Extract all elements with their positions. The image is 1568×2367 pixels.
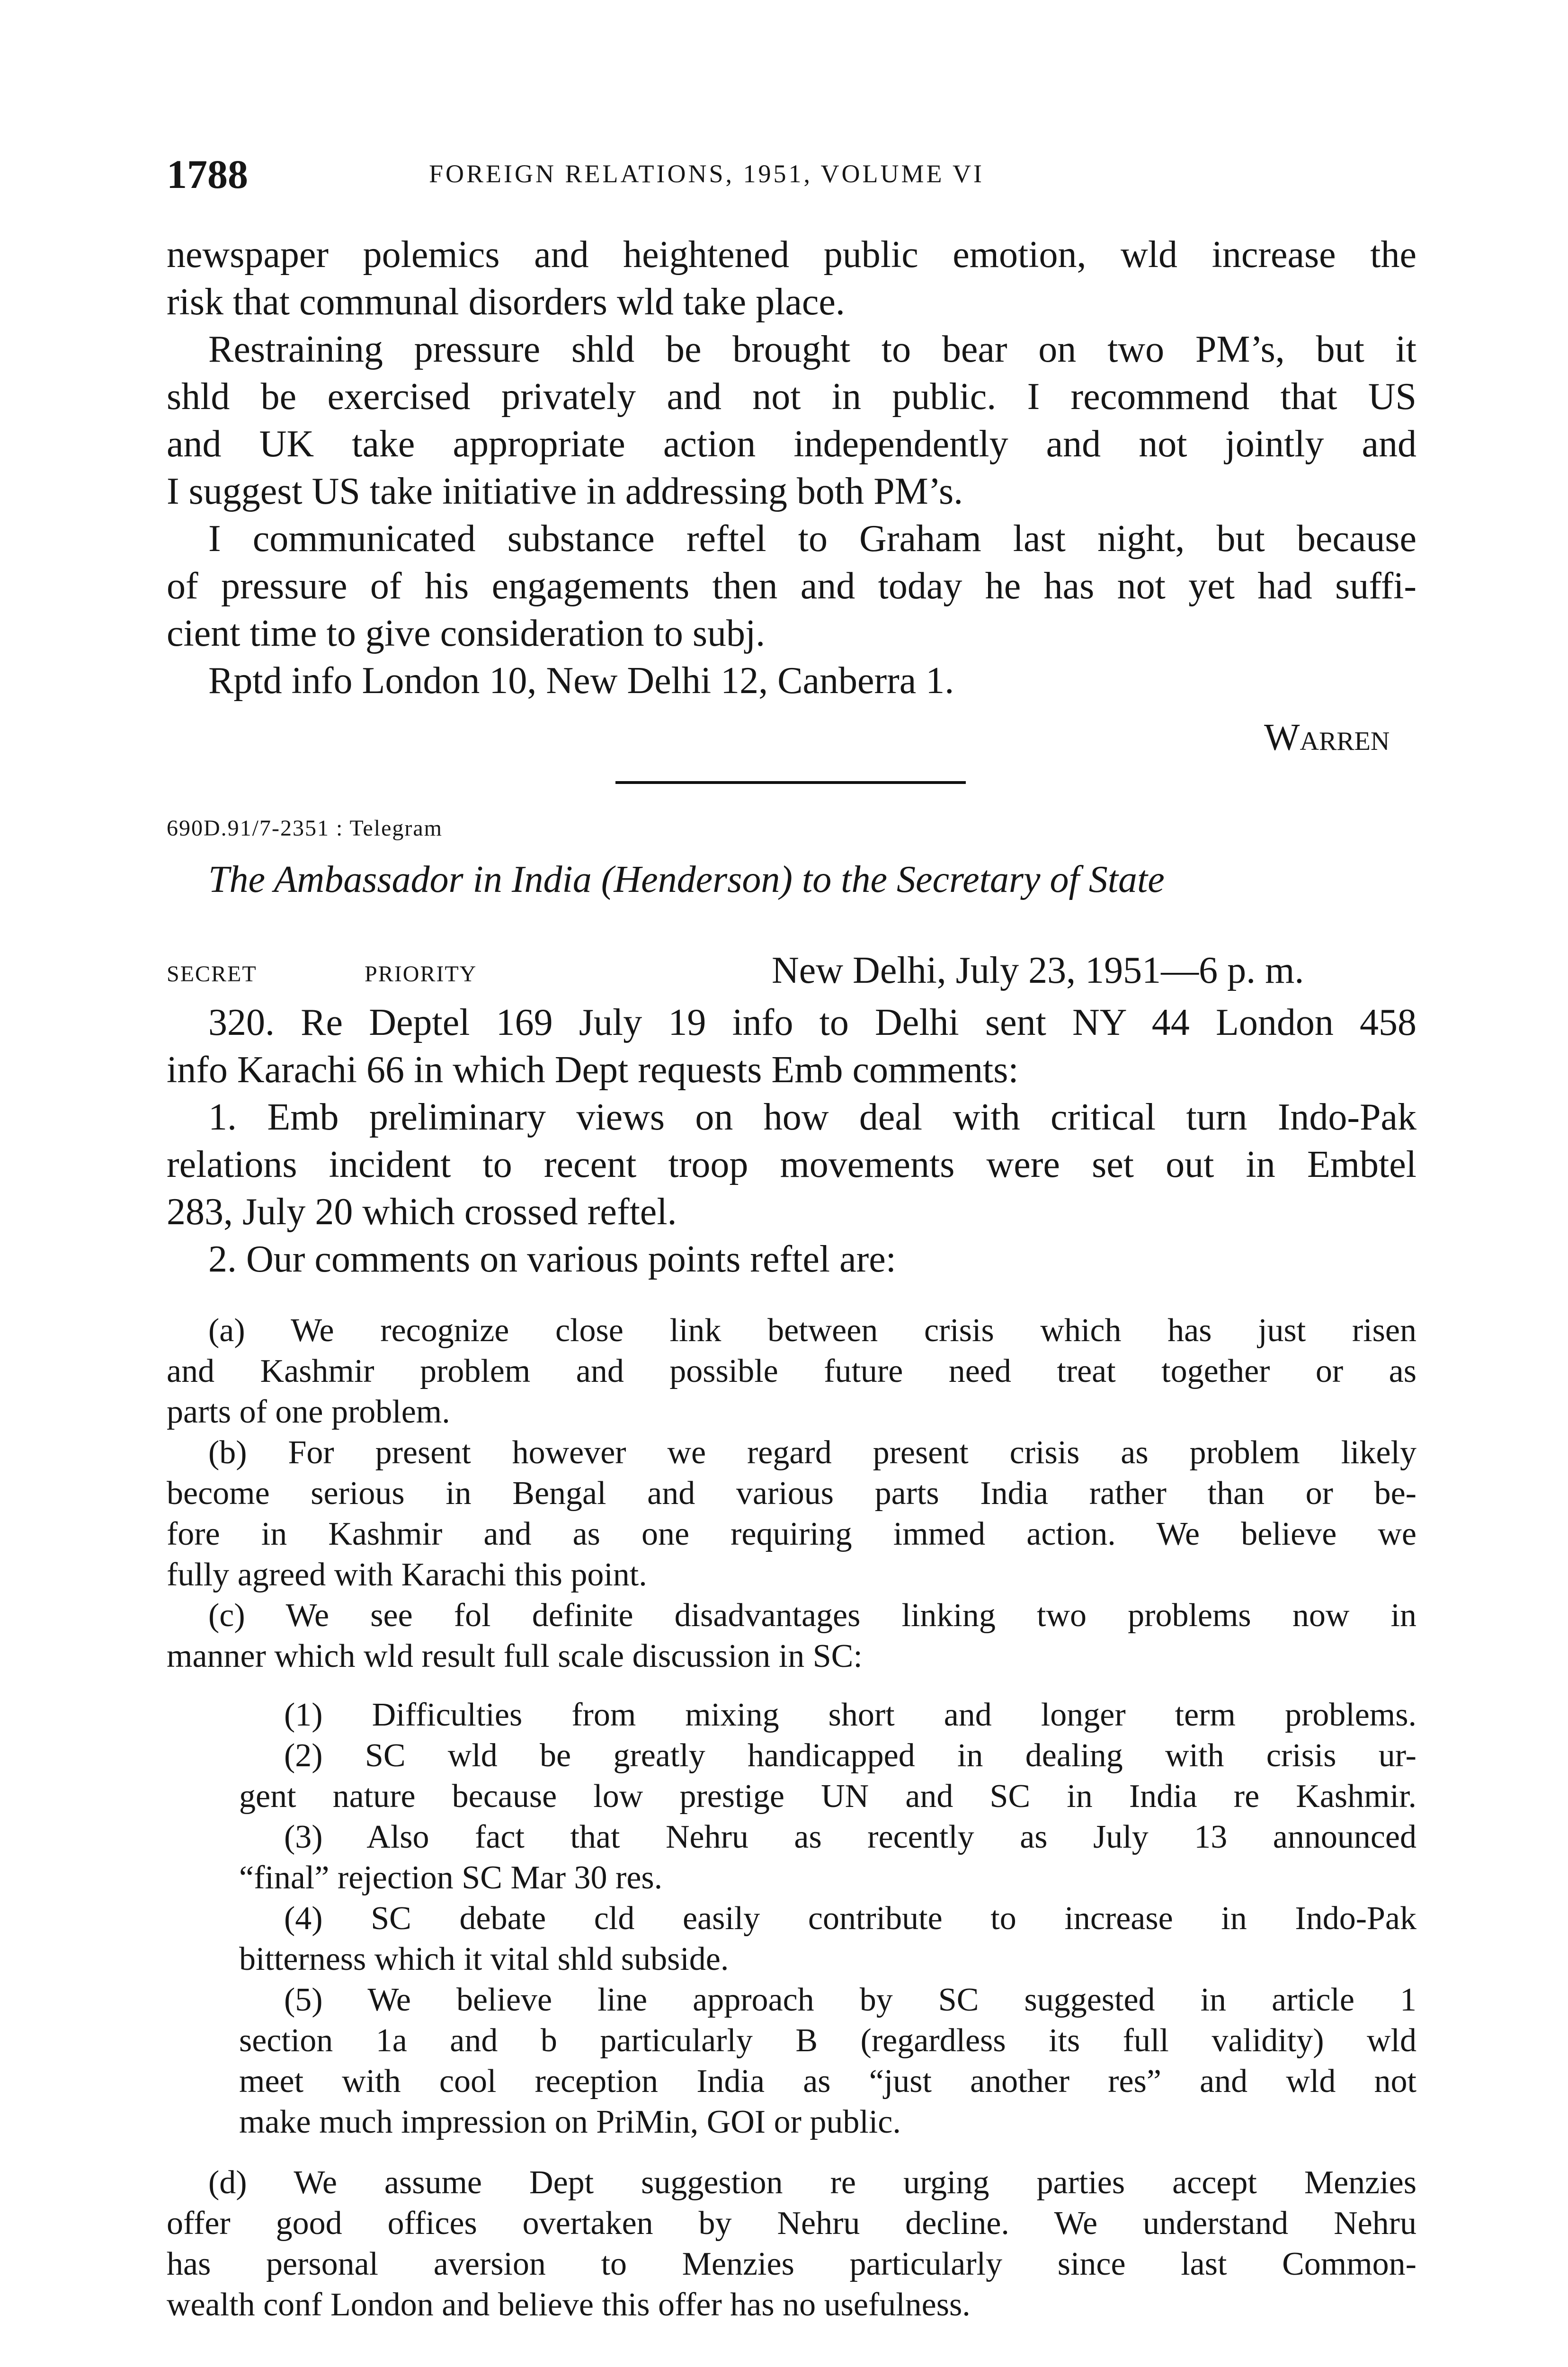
- text-line: section 1a and b particularly B (regardless its full validity) wld: [239, 2022, 1417, 2059]
- text-line: fully agreed with Karachi this point.: [167, 1557, 647, 1593]
- text-line: make much impression on PriMin, GOI or public.: [239, 2104, 901, 2140]
- text-line: (a) We recognize close link between crisis which has just risen: [208, 1312, 1417, 1349]
- dateline: New Delhi, July 23, 1951—6 p. m.: [772, 950, 1304, 991]
- file-reference: 690D.91/7-2351 : Telegram: [167, 816, 443, 841]
- text-line: 1. Emb preliminary views on how deal with critical turn Indo-Pak: [208, 1096, 1417, 1138]
- text-line: 320. Re Deptel 169 July 19 info to Delhi sent NY 44 London 458: [208, 1002, 1417, 1043]
- text-line: offer good offices overtaken by Nehru decline. We understand Nehru: [167, 2205, 1417, 2242]
- text-line: become serious in Bengal and various parts India rather than or be-: [167, 1475, 1417, 1512]
- text-line: (5) We believe line approach by SC suggested in article 1: [284, 1982, 1417, 2018]
- running-head-title: FOREIGN RELATIONS, 1951, VOLUME VI: [429, 160, 985, 188]
- text-line: “final” rejection SC Mar 30 res.: [239, 1860, 663, 1896]
- text-line: has personal aversion to Menzies particularly since last Common-: [167, 2246, 1417, 2282]
- text-line: 2. Our comments on various points reftel are:: [208, 1238, 896, 1280]
- text-line: Rptd info London 10, New Delhi 12, Canberra 1.: [208, 660, 954, 702]
- text-line: meet with cool reception India as “just another res” and wld not: [239, 2063, 1417, 2100]
- text-line: cient time to give consideration to subj.: [167, 613, 766, 654]
- text-line: newspaper polemics and heightened public emotion, wld increase the: [167, 234, 1417, 276]
- text-line: (d) We assume Dept suggestion re urging parties accept Menzies: [208, 2164, 1417, 2201]
- text-line: fore in Kashmir and as one requiring immed action. We believe we: [167, 1516, 1417, 1552]
- text-line: (2) SC wld be greatly handicapped in dealing with crisis ur-: [284, 1737, 1417, 1774]
- document-title: The Ambassador in India (Henderson) to the Secretary of State: [208, 859, 1165, 900]
- page-number: 1788: [167, 151, 248, 197]
- text-line: and Kashmir problem and possible future need treat together or as: [167, 1353, 1417, 1389]
- signature: Warren: [1264, 717, 1390, 758]
- text-line: (b) For present however we regard present crisis as problem likely: [208, 1434, 1417, 1471]
- classification: SECRET: [167, 961, 257, 987]
- priority: PRIORITY: [365, 961, 477, 987]
- text-line: gent nature because low prestige UN and SC in India re Kashmir.: [239, 1778, 1417, 1815]
- text-line: (4) SC debate cld easily contribute to increase in Indo-Pak: [284, 1900, 1417, 1937]
- text-line: I communicated substance reftel to Graham last night, but because: [208, 518, 1417, 560]
- text-line: (3) Also fact that Nehru as recently as July 13 announced: [284, 1819, 1417, 1855]
- text-line: of pressure of his engagements then and today he has not yet had suffi-: [167, 565, 1417, 607]
- text-line: and UK take appropriate action independently and not jointly and: [167, 423, 1417, 465]
- text-line: (c) We see fol definite disadvantages linking two problems now in: [208, 1597, 1417, 1634]
- text-line: risk that communal disorders wld take place.: [167, 281, 845, 323]
- section-divider: [615, 781, 966, 784]
- text-line: bitterness which it vital shld subside.: [239, 1941, 729, 1977]
- text-line: 283, July 20 which crossed reftel.: [167, 1191, 677, 1233]
- text-line: parts of one problem.: [167, 1394, 450, 1430]
- text-line: info Karachi 66 in which Dept requests Emb comments:: [167, 1049, 1019, 1091]
- text-line: (1) Difficulties from mixing short and longer term problems.: [284, 1697, 1417, 1733]
- text-line: I suggest US take initiative in addressing both PM’s.: [167, 471, 963, 512]
- text-line: relations incident to recent troop movements were set out in Embtel: [167, 1144, 1417, 1185]
- text-line: manner which wld result full scale discussion in SC:: [167, 1638, 863, 1674]
- text-line: wealth conf London and believe this offer has no usefulness.: [167, 2287, 971, 2323]
- text-line: shld be exercised privately and not in public. I recommend that US: [167, 376, 1417, 418]
- text-line: Restraining pressure shld be brought to bear on two PM’s, but it: [208, 329, 1417, 370]
